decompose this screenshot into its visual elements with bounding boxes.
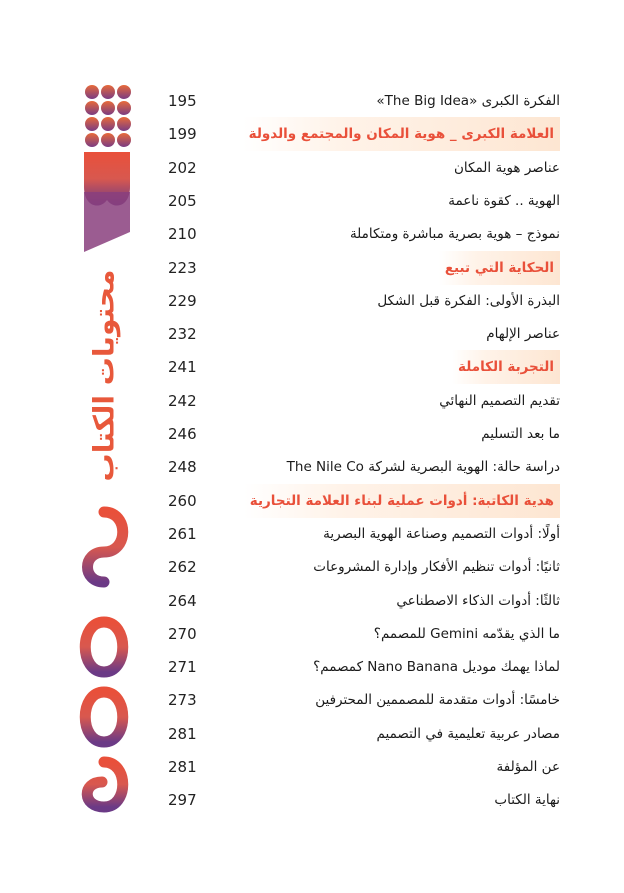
toc-entry-title: دراسة حالة: الهوية البصرية لشركة The Nile Co [286, 459, 560, 476]
toc-row [160, 584, 560, 618]
toc-section-row [160, 251, 560, 285]
toc-page-number: 262 [168, 558, 197, 577]
toc-page-number: 273 [168, 691, 197, 710]
dot-grid-icon [85, 85, 131, 147]
book-contents-heading [80, 255, 128, 495]
toc-page-number: 261 [168, 524, 197, 543]
toc-entry-title: الفكرة الكبرى «The Big Idea» [376, 93, 560, 109]
toc-row [160, 550, 560, 584]
toc-entry-title: عناصر الإلهام [486, 326, 560, 343]
toc-section-row [160, 117, 560, 151]
toc-section-title: الحكاية التي تبيع [439, 251, 560, 285]
toc-row [160, 317, 560, 351]
toc-page-number: 281 [168, 724, 197, 743]
toc-entry-title: نهاية الكتاب [494, 792, 560, 809]
toc-page-number: 248 [168, 458, 197, 477]
toc-page-number: 223 [168, 258, 197, 277]
toc-page-number: 260 [168, 491, 197, 510]
toc-page-number: 242 [168, 391, 197, 410]
toc-entry-title: لماذا يهمك موديل Nano Banana كمصمم؟ [313, 659, 560, 676]
toc-section-row [160, 484, 560, 518]
side-title-text: محتويات الكتاب [87, 269, 121, 481]
toc-page-number: 199 [168, 125, 197, 144]
toc-entry-title: عن المؤلفة [496, 759, 560, 775]
toc-page-number: 195 [168, 92, 197, 110]
toc-page-number: 264 [168, 591, 197, 610]
toc-row [160, 151, 560, 185]
toc-row [160, 650, 560, 684]
toc-row [160, 783, 560, 817]
toc-row [160, 717, 560, 751]
toc-row [160, 517, 560, 551]
toc-page-number: 205 [168, 191, 197, 210]
toc-page-number: 271 [168, 658, 197, 677]
toc-page-number: 241 [168, 358, 197, 377]
toc-page-number: 297 [168, 791, 197, 810]
toc-row [160, 750, 560, 784]
toc-row [160, 217, 560, 251]
toc-row [160, 84, 560, 118]
toc-section-row [160, 350, 560, 384]
toc-entry-title: ما بعد التسليم [481, 426, 560, 442]
toc-section-title: العلامة الكبرى _ هوية المكان والمجتمع والدولة [243, 117, 560, 151]
toc-page-number: 232 [168, 325, 197, 344]
toc-entry-title: أولًا: أدوات التصميم وصناعة الهوية البصرية [323, 525, 560, 542]
toc-page-number: 210 [168, 225, 197, 244]
toc-entry-title: ثالثًا: أدوات الذكاء الاصطناعي [396, 592, 560, 609]
toc-entry-title: البذرة الأولى: الفكرة قبل الشكل [377, 292, 560, 309]
toc-row [160, 417, 560, 451]
toc-page-number: 202 [168, 158, 197, 177]
toc-entry-title: خامسًا: أدوات متقدمة للمصممين المحترفين [315, 692, 560, 709]
toc-row [160, 683, 560, 717]
toc-entry-title: نموذج – هوية بصرية مباشرة ومتكاملة [349, 226, 560, 243]
toc-page-number: 229 [168, 291, 197, 310]
toc-section-title: هدية الكاتبة: أدوات عملية لبناء العلامة التجارية [244, 484, 560, 518]
toc-entry-title: ما الذي يقدّمه Gemini للمصمم؟ [373, 625, 560, 642]
toc-section-title: التجربة الكاملة [452, 350, 560, 384]
toc-page-number: 281 [168, 758, 197, 776]
toc-row [160, 284, 560, 318]
toc-page-number: 246 [168, 425, 197, 443]
toc-entry-title: تقديم التصميم النهائي [439, 392, 560, 409]
toc-entry-title: الهوية .. كقوة ناعمة [448, 192, 560, 209]
toc-entry-title: عناصر هوية المكان [454, 159, 560, 176]
toc-page-number: 270 [168, 624, 197, 643]
toc-entry-title: مصادر عربية تعليمية في التصميم [376, 725, 560, 742]
toc-row [160, 617, 560, 651]
toc-row [160, 384, 560, 418]
toc-row [160, 184, 560, 218]
toc-row [160, 450, 560, 484]
toc-entry-title: ثانيًا: أدوات تنظيم الأفكار وإدارة المشروعات [313, 559, 560, 576]
